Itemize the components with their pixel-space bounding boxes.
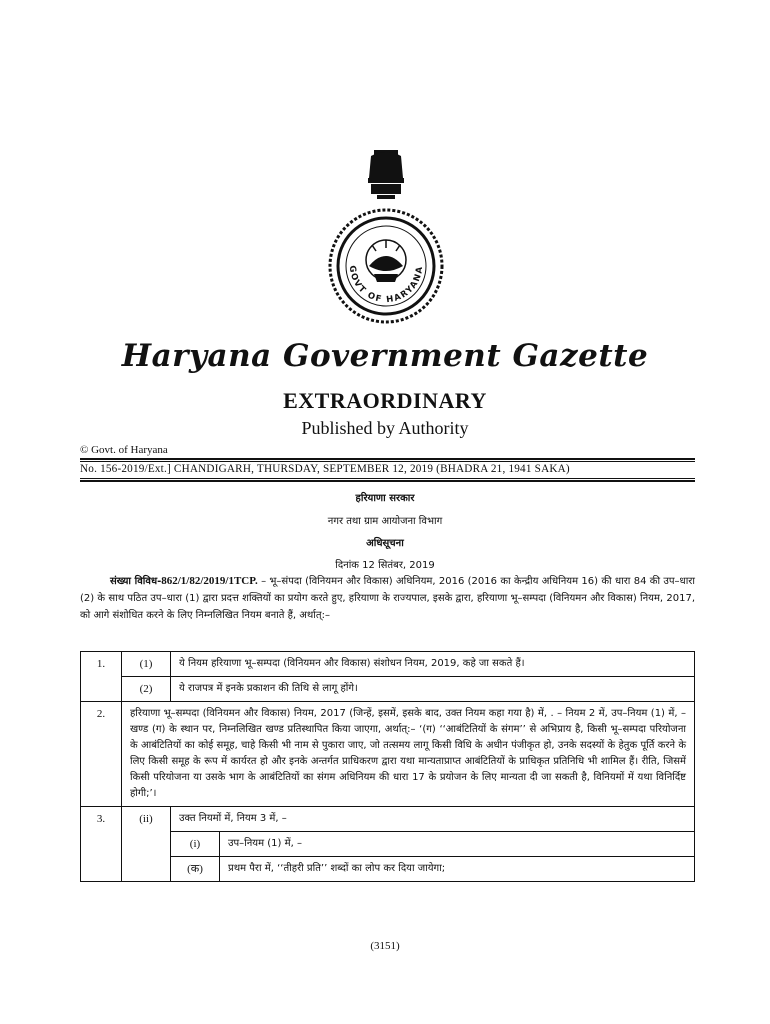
rule-top-thin bbox=[80, 461, 695, 462]
page-number: (3151) bbox=[370, 940, 400, 952]
gazette-title: Haryana Government Gazette bbox=[121, 338, 649, 374]
rule-number: 1. bbox=[81, 652, 122, 702]
table-row bbox=[81, 832, 695, 857]
sub-clause-text: प्रथम पैरा में, ‘‘तीहरी प्रति’’ शब्दों का लोप कर दिया जायेगा; bbox=[220, 857, 695, 882]
clause-text: उप–नियम (1) में, – bbox=[220, 832, 695, 857]
notification-number-prefix: संख्या विविध- bbox=[110, 576, 162, 587]
rule-text: ये नियम हरियाणा भू–सम्पदा (विनियमन और विकास) संशोधन नियम, 2019, कहे जा सकते हैं। bbox=[171, 652, 695, 677]
copyright-line: © Govt. of Haryana bbox=[80, 444, 168, 456]
rule-top bbox=[80, 458, 695, 460]
rule-number: 2. bbox=[81, 702, 122, 807]
emblem-ring-text: GOVT OF HARYANA bbox=[346, 264, 426, 306]
rule-text: हरियाणा भू–सम्पदा (विनियमन और विकास) नियम, 2017 (जिन्हें, इसमें, इसके बाद, उक्त नियम कहा गया है) में, . – नियम 2 में, उप–नियम (1) में, – खण्ड (ग) के स्थान पर, निम्नलिखित खण्ड प्रतिस्थापित किया जाएगा, अर्थात्:– ‘(ग) ‘‘आबंटितियों के संगम’’ से अभिप्राय है, किसी भू–सम्पदा परियोजना के आबंटितियों का कोई समूह, चाहे किसी भी नाम से पुकारा जाए, जो तत्समय लागू किसी विधि के अधीन पंजीकृत हो, उनके सदस्यों के हेतुक पूर्ति करने के लिए किसी समूह के रूप में कार्यरत हो और इनके अन्तर्गत प्राधिकरण द्वारा यथा मान्यताप्राप्त आबंटितियों के प्राधिकृत प्रतिनिधि भी शामिल हैं। रीति, जिसमें किसी परियोजना या उसके भाग के आबंटितियों का संगम अधिनियम की धारा 17 के प्रयोजन के लिए मान्यता दी जा सकती है, विनियमों में यथा विनिर्दिष्ट होगी;’। bbox=[122, 702, 695, 807]
table-row bbox=[81, 652, 695, 677]
table-row bbox=[81, 677, 695, 702]
notification-type: अधिसूचना bbox=[366, 538, 404, 549]
table-row bbox=[81, 807, 695, 832]
gazette-subtitle: EXTRAORDINARY bbox=[283, 388, 487, 413]
notification-department: नगर तथा ग्राम आयोजना विभाग bbox=[327, 516, 443, 527]
sub-clause-number: (क) bbox=[171, 857, 220, 882]
rule-bottom bbox=[80, 480, 695, 482]
notification-number: 862/1/82/2019/1TCP. bbox=[161, 575, 258, 587]
haryana-emblem-icon bbox=[327, 148, 445, 326]
authority-line: Published by Authority bbox=[301, 418, 469, 438]
table-row bbox=[81, 702, 695, 807]
sub-rule-number: (2) bbox=[122, 677, 171, 702]
table-row bbox=[81, 857, 695, 882]
sub-rule-number: (1) bbox=[122, 652, 171, 677]
sub-rule-number: (ii) bbox=[122, 807, 171, 882]
rule-number: 3. bbox=[81, 807, 122, 882]
rule-text: उक्त नियमों में, नियम 3 में, – bbox=[171, 807, 695, 832]
rule-text: ये राजपत्र में इनके प्रकाशन की तिथि से लागू होंगे। bbox=[171, 677, 695, 702]
notification-date: दिनांक 12 सितंबर, 2019 bbox=[335, 560, 435, 571]
notification-preamble bbox=[80, 573, 695, 624]
notification-government: हरियाणा सरकार bbox=[355, 493, 415, 504]
rules-table bbox=[80, 651, 695, 882]
clause-number: (i) bbox=[171, 832, 220, 857]
preamble-text: – भू–संपदा (विनियमन और विकास) अधिनियम, 2016 (2016 का केन्द्रीय अधिनियम 16) की धारा 84 की उप–धारा (2) के साथ पठित उप–धारा (1) द्वारा प्रदत्त शक्तियों का प्रयोग करते हुए, हरियाणा के राज्यपाल, इसके द्वारा, हरियाणा भू–सम्पदा (विनियमन और विकास) नियम, 2017, को आगे संशोधित करने के लिए निम्नलिखित नियम बनाते हैं, अर्थात्:– bbox=[80, 576, 695, 621]
issue-line: No. 156-2019/Ext.] CHANDIGARH, THURSDAY, SEPTEMBER 12, 2019 (BHADRA 21, 1941 SAKA) bbox=[80, 463, 570, 475]
rule-bottom-thin bbox=[80, 478, 695, 479]
